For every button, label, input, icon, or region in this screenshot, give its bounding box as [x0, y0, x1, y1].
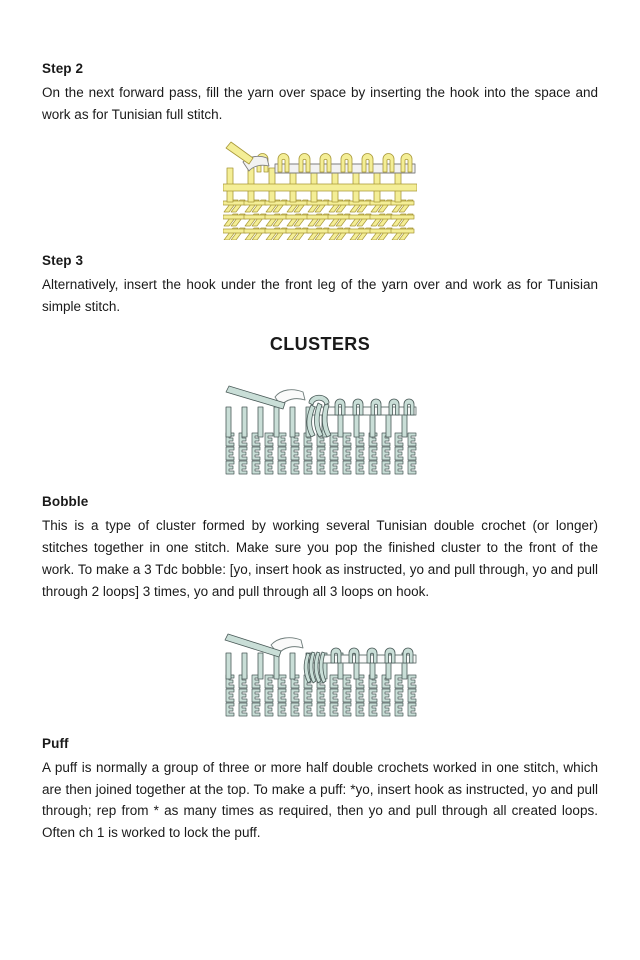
bobble-cluster-diagram	[223, 377, 417, 475]
figure-bobble	[42, 377, 598, 475]
figure-tunisian-full-stitch	[42, 140, 598, 240]
heading-puff: Puff	[42, 735, 69, 751]
paragraph-bobble: This is a type of cluster formed by working several Tunisian double crochet (or longer) stitches together in one stitch. Make sure you pop the finished cluster to the front of the work. To make a 3 Tdc bobble: [yo, insert hook as instructed, yo and pull through, yo and pull through 2 loops] 3 times, yo and pull through all 3 loops on hook.	[42, 518, 598, 599]
figure-puff	[42, 629, 598, 717]
heading-step-2: Step 2	[42, 61, 84, 76]
tunisian-full-stitch-diagram	[223, 140, 417, 240]
clusters-section-title: CLUSTERS	[269, 333, 371, 354]
heading-bobble: Bobble	[42, 493, 89, 509]
paragraph-puff: A puff is normally a group of three or more half double crochets worked in one stitch, which are then joined together at the top. To make a puff: *yo, insert hook as instructed, yo and pull through; rep from * as many times as required, then yo and pull through all created loops. Often ch 1 is worked to lock the puff.	[42, 759, 598, 841]
paragraph-step-3: Alternatively, insert the hook under the front leg of the yarn over and work as for Tunisian simple stitch.	[42, 277, 598, 315]
heading-step-3: Step 3	[42, 252, 84, 268]
paragraph-step-2: On the next forward pass, fill the yarn over space by inserting the hook into the space and work as for Tunisian full stitch.	[42, 85, 598, 123]
puff-cluster-diagram	[223, 629, 417, 717]
